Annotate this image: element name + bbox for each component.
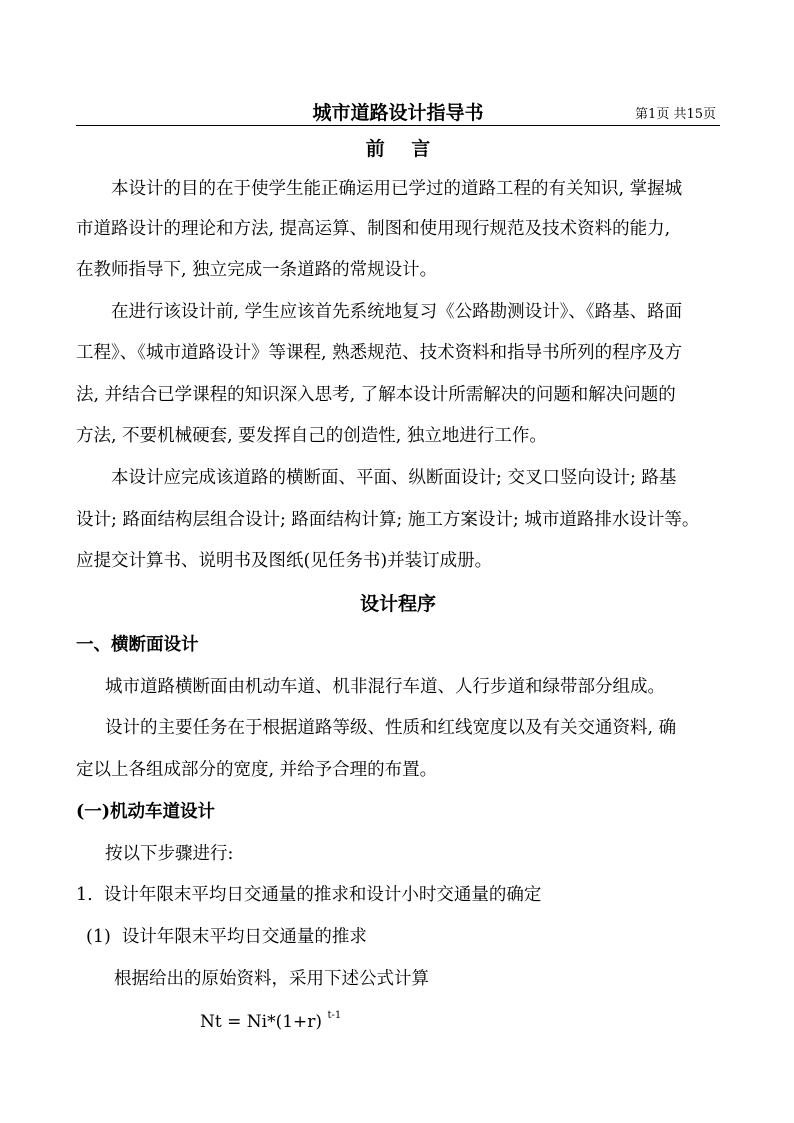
preface-line: 法, 并结合已学课程的知识深入思考, 了解本设计所需解决的问题和解决问题的 — [76, 385, 676, 405]
preface-line: 在教师指导下, 独立完成一条道路的常规设计。 — [76, 260, 438, 280]
subsection-intro: 按以下步骤进行: — [105, 844, 234, 864]
sub-item-text: 根据给出的原始资料，采用下述公式计算 — [114, 969, 429, 989]
preface-line: 设计; 路面结构层组合设计; 路面结构计算; 施工方案设计; 城市道路排水设计等。 — [76, 510, 700, 530]
subsection-title: (一)机动车道设计 — [76, 802, 216, 822]
document-title: 城市道路设计指导书 — [312, 102, 484, 124]
page-number: 第1页 共15页 — [635, 107, 716, 122]
traffic-formula — [200, 1012, 341, 1032]
preface-heading: 前 言 — [365, 138, 431, 160]
preface-line: 在进行该设计前, 学生应该首先系统地复习《公路勘测设计》、《路基、路面 — [111, 302, 683, 322]
page-header — [76, 97, 720, 126]
formula-exponent: t-1 — [327, 1010, 342, 1021]
section-line: 城市道路横断面由机动车道、机非混行车道、人行步道和绿带部分组成。 — [105, 677, 665, 697]
preface-line: 本设计的目的在于使学生能正确运用已学过的道路工程的有关知识, 掌握城 — [111, 179, 683, 199]
section-line: 设计的主要任务在于根据道路等级、性质和红线宽度以及有关交通资料, 确 — [105, 718, 677, 738]
preface-line: 工程》、《城市道路设计》等课程, 熟悉规范、技术资料和指导书所列的程序及方 — [76, 343, 683, 363]
preface-line: 应提交计算书、说明书及图纸(见任务书)并装订成册。 — [76, 551, 493, 571]
procedure-heading: 设计程序 — [359, 593, 436, 615]
preface-line: 本设计应完成该道路的横断面、平面、纵断面设计; 交叉口竖向设计; 路基 — [111, 468, 677, 488]
sub-item: (1) 设计年限末平均日交通量的推求 — [86, 927, 367, 947]
preface-line: 市道路设计的理论和方法, 提高运算、制图和使用现行规范及技术资料的能力, — [76, 219, 671, 239]
section-title: 一、横断面设计 — [76, 635, 199, 655]
preface-line: 方法, 不要机械硬套, 要发挥自己的创造性, 独立地进行工作。 — [76, 426, 547, 446]
formula-base: Nt = Ni*(1+r) — [200, 1012, 323, 1032]
section-line: 定以上各组成部分的宽度, 并给予合理的布置。 — [76, 760, 438, 780]
numbered-item: 1. 设计年限末平均日交通量的推求和设计小时交通量的确定 — [76, 885, 542, 905]
